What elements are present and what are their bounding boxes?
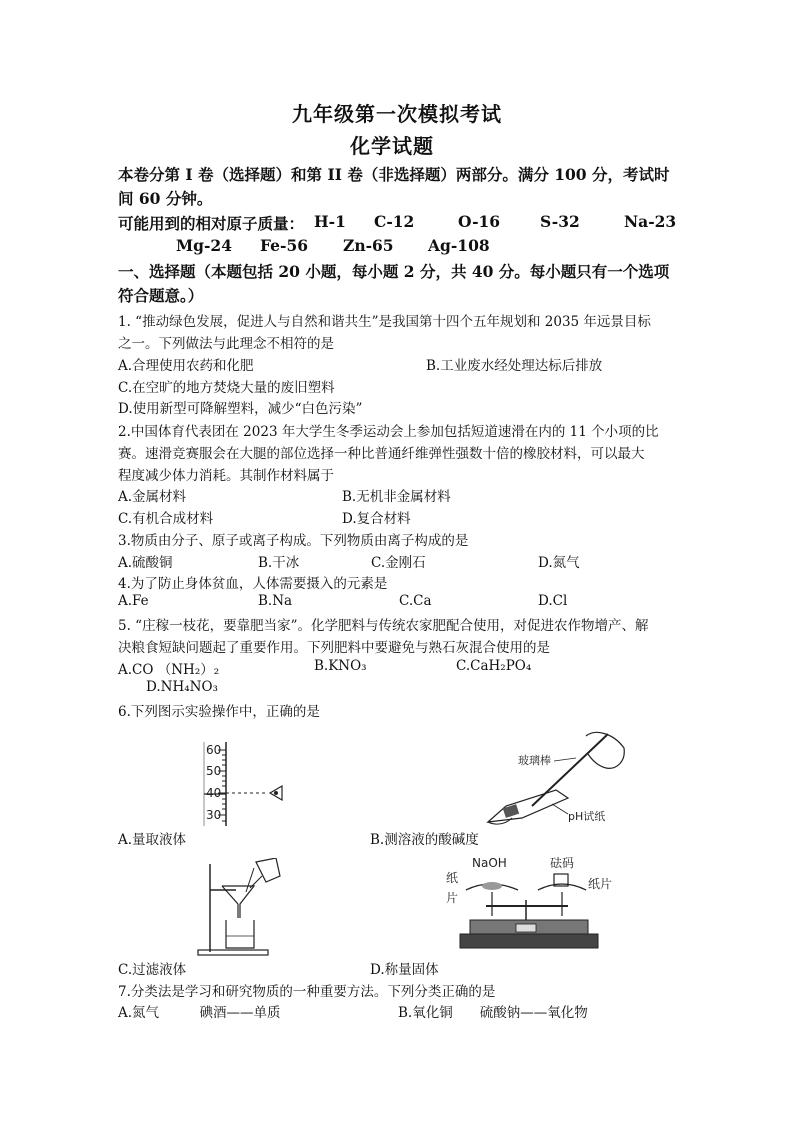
mass-zn: Zn-65 (343, 236, 394, 255)
paper-left-label-1: 纸 (446, 871, 459, 885)
mass-o: O-16 (458, 212, 501, 231)
q1-option-c: C.在空旷的地方焚烧大量的废旧塑料 (118, 380, 335, 396)
q6-option-a: A.量取液体 (118, 832, 187, 848)
mass-s: S-32 (540, 212, 580, 231)
q3-option-c: C.金刚石 (371, 555, 426, 571)
q4-option-a: A.Fe (118, 593, 149, 609)
section-heading-line-2: 符合题意。） (118, 286, 204, 305)
q1-stem-line-2: 之一。下列做法与此理念不相符的是 (118, 336, 334, 352)
q5-option-d: D.NH₄NO₃ (146, 679, 218, 695)
q1-option-a: A.合理使用农药和化肥 (118, 358, 254, 374)
q1-stem-line-1: 1. “推动绿色发展，促进人与自然和谐共生”是我国第十四个五年规划和 2035 年远景目标 (118, 314, 651, 330)
q5-option-b: B.KNO₃ (314, 658, 367, 674)
q6-option-b: B.测溶液的酸碱度 (370, 832, 479, 848)
q5-stem-line-1: 5. “庄稼一枝花，要靠肥当家”。化学肥料与传统农家肥配合使用，对促进农作物增产、解 (118, 618, 649, 634)
q1-option-b: B.工业废水经处理达标后排放 (426, 358, 603, 374)
intro-line-2: 间 60 分钟。 (118, 189, 213, 208)
page-title: 九年级第一次模拟考试 (292, 102, 502, 126)
q2-option-d: D.复合材料 (342, 511, 411, 527)
q5-stem-line-2: 决粮食短缺问题起了重要作用。下列肥料中要避免与熟石灰混合使用的是 (118, 640, 550, 656)
paper-left-label-2: 片 (446, 891, 459, 905)
cylinder-tick-30: 30 (206, 808, 222, 822)
filtration-figure (196, 858, 292, 958)
cylinder-tick-40: 40 (206, 786, 222, 800)
q2-option-a: A.金属材料 (118, 489, 187, 505)
q7-stem: 7.分类法是学习和研究物质的一种重要方法。下列分类正确的是 (118, 984, 496, 1000)
q7-option-b: B.氧化铜 硫酸钠——氧化物 (398, 1005, 588, 1021)
mass-c: C-12 (374, 212, 415, 231)
naoh-label: NaOH (472, 856, 507, 870)
q4-option-c: C.Ca (399, 593, 432, 609)
q2-stem-line-2: 赛。速滑竞赛服会在大腿的部位选择一种比普通纤维弹性强数十倍的橡胶材料，可以最大 (118, 446, 645, 462)
cylinder-tick-60: 60 (206, 743, 222, 757)
q1-option-d: D.使用新型可降解塑料，减少“白色污染” (118, 401, 363, 417)
ph-paper-label: pH试纸 (568, 810, 606, 823)
weight-label: 砝码 (550, 856, 575, 870)
q2-stem-line-1: 2.中国体育代表团在 2023 年大学生冬季运动会上参加包括短道速滑在内的 11 个小项的比 (118, 424, 659, 440)
section-heading-line-1: 一、选择题（本题包括 20 小题，每小题 2 分，共 40 分。每小题只有一个选项 (118, 262, 670, 281)
q6-option-c: C.过滤液体 (118, 962, 187, 978)
q6-stem: 6.下列图示实验操作中，正确的是 (118, 704, 320, 720)
q2-stem-line-3: 程度减少体力消耗。其制作材料属于 (118, 468, 334, 484)
mass-ag: Ag-108 (428, 236, 490, 255)
mass-h: H-1 (314, 212, 346, 231)
ph-test-figure (476, 728, 636, 832)
mass-fe: Fe-56 (260, 236, 309, 255)
q5-option-a: A.CO （NH₂）₂ (118, 662, 220, 678)
q3-stem: 3.物质由分子、原子或离子构成。下列物质由离子构成的是 (118, 533, 469, 549)
paper-right-label: 纸片 (588, 877, 613, 891)
q5-option-c: C.CaH₂PO₄ (456, 658, 532, 674)
mass-na: Na-23 (624, 212, 677, 231)
q4-option-d: D.Cl (538, 593, 568, 609)
cylinder-tick-50: 50 (206, 764, 222, 778)
q3-option-a: A.硫酸铜 (118, 555, 173, 571)
q3-option-d: D.氮气 (538, 555, 580, 571)
graduated-cylinder-figure (196, 738, 296, 830)
mass-label: 可能用到的相对原子质量： (118, 214, 305, 233)
page-subtitle: 化学试题 (350, 134, 434, 158)
intro-line-1: 本卷分第 I 卷（选择题）和第 II 卷（非选择题）两部分。满分 100 分，考试时 (118, 165, 670, 184)
q2-option-b: B.无机非金属材料 (342, 489, 451, 505)
balance-figure (446, 854, 642, 956)
q4-option-b: B.Na (258, 593, 293, 609)
q2-option-c: C.有机合成材料 (118, 511, 214, 527)
mass-mg: Mg-24 (176, 236, 232, 255)
q6-option-d: D.称量固体 (370, 962, 439, 978)
q4-stem: 4.为了防止身体贫血，人体需要摄入的元素是 (118, 576, 388, 592)
q7-option-a: A.氮气 碘酒——单质 (118, 1005, 281, 1021)
glass-rod-label: 玻璃棒 (518, 754, 551, 767)
q3-option-b: B.干冰 (258, 555, 300, 571)
